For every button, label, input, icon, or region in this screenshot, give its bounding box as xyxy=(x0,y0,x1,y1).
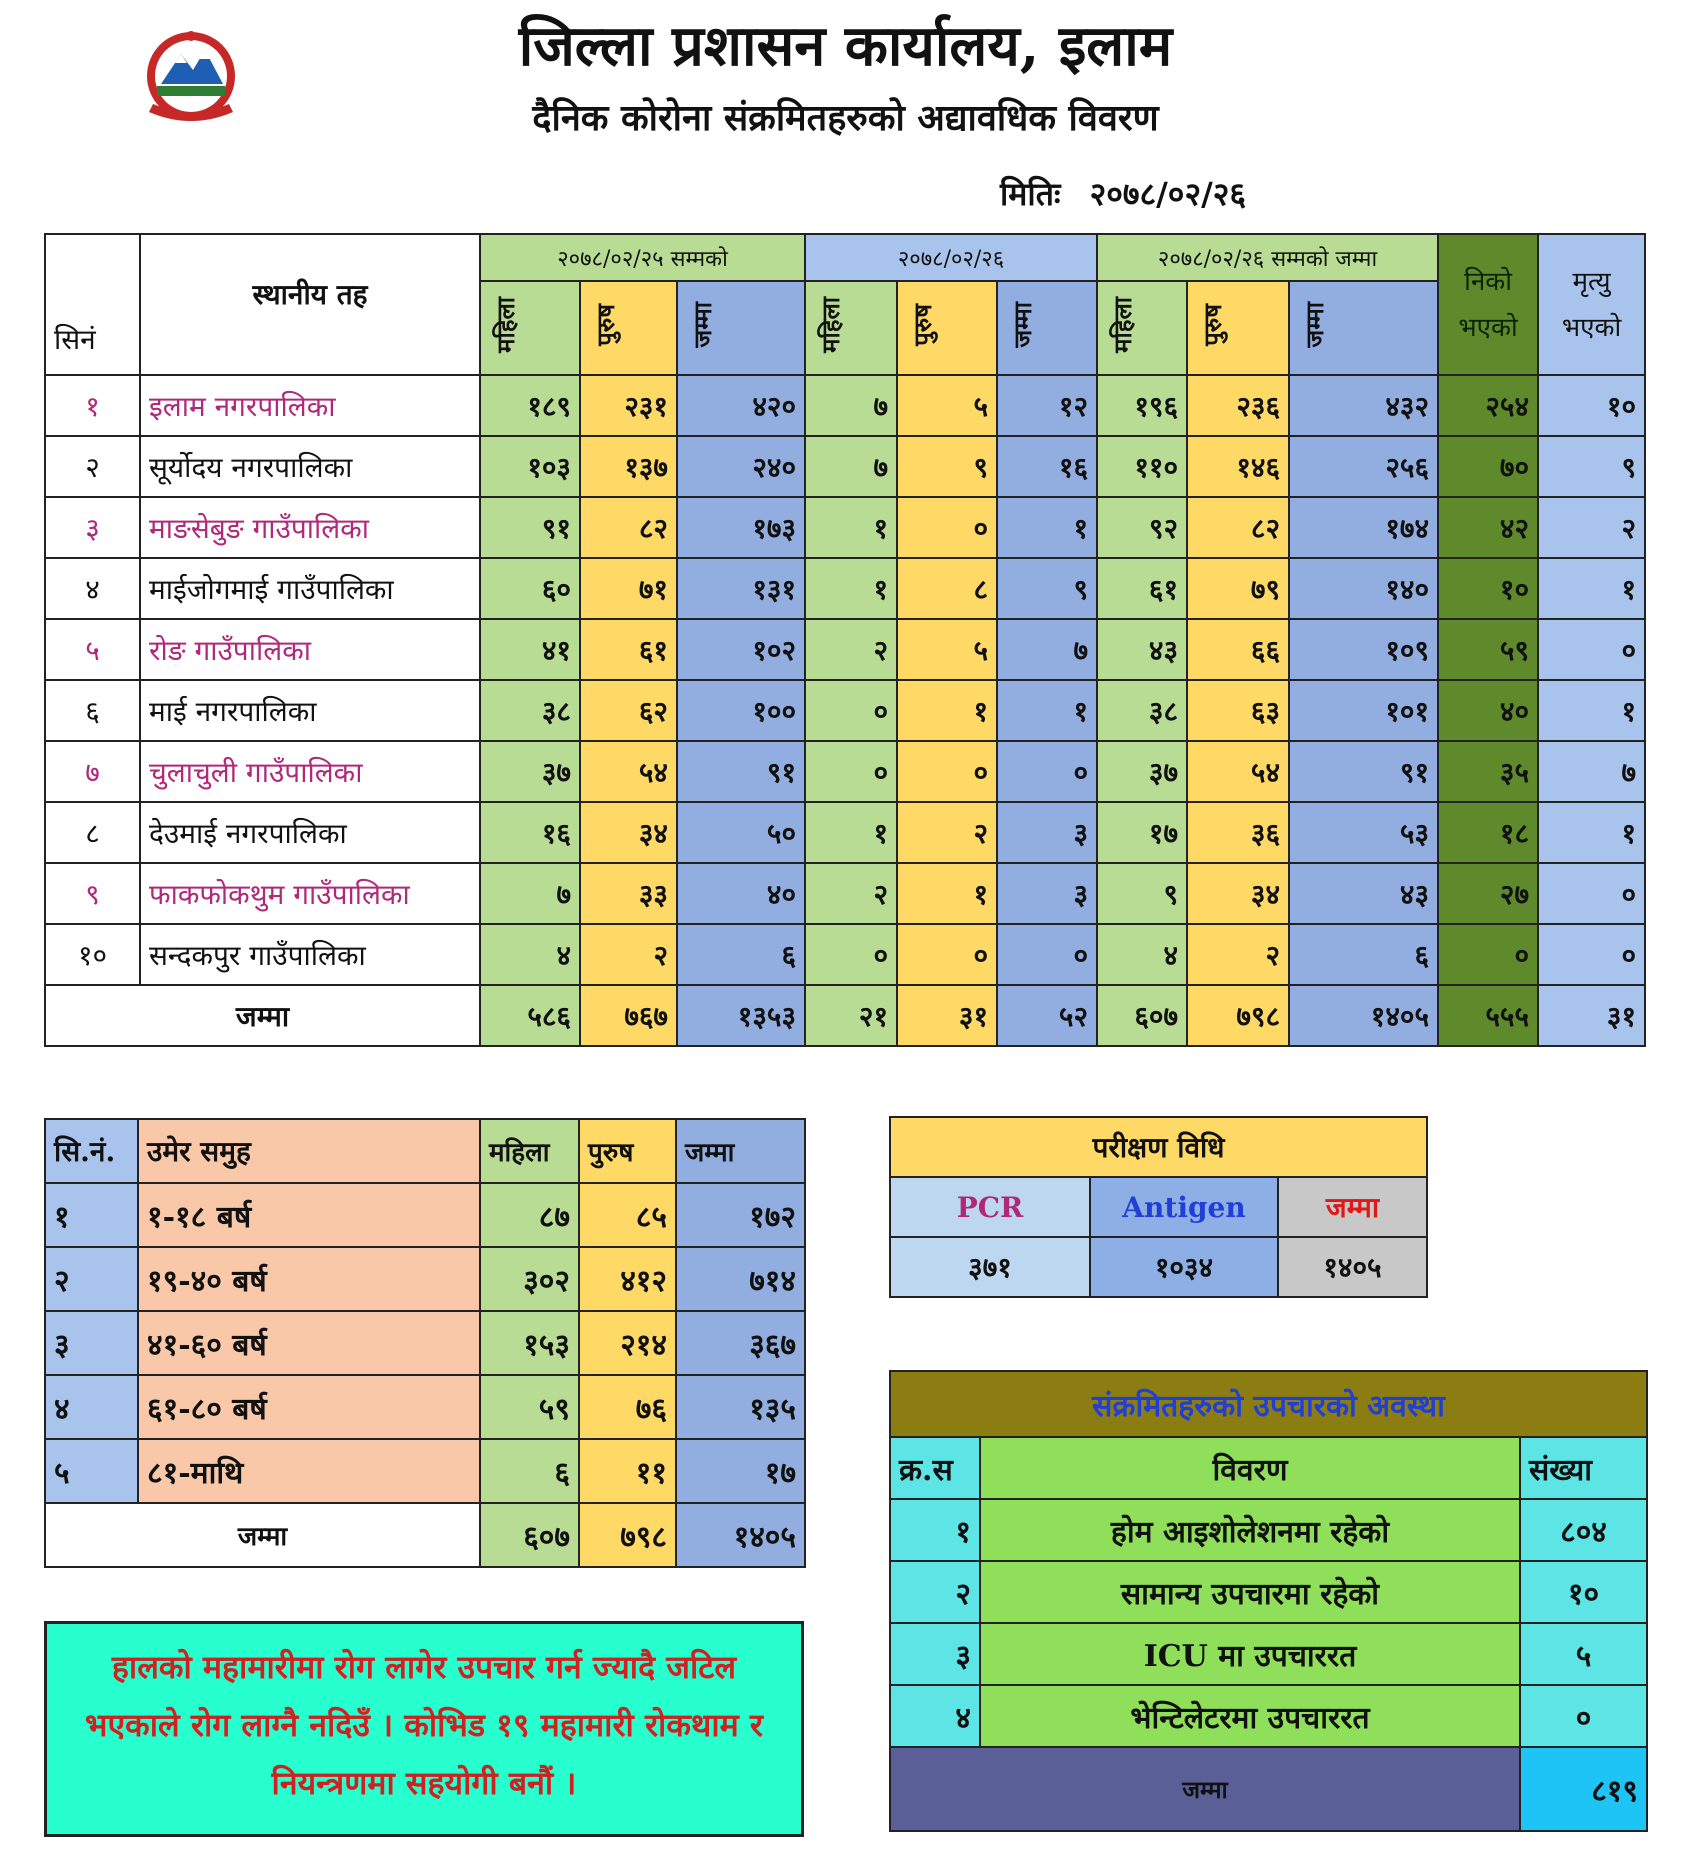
row-sn: ९ xyxy=(45,863,140,924)
row-value: ९ xyxy=(1097,863,1187,924)
age-total-value: ६०७ xyxy=(480,1503,579,1567)
table-row xyxy=(45,558,1645,619)
row-sn: ३ xyxy=(45,497,140,558)
age-total-label: जम्मा xyxy=(45,1503,480,1567)
row-value: ३८ xyxy=(1097,680,1187,741)
row-value: ५४ xyxy=(580,741,677,802)
antigen-header: Antigen xyxy=(1090,1177,1278,1237)
age-row-value: ७१४ xyxy=(676,1247,805,1311)
page-subtitle: दैनिक कोरोना संक्रमितहरुको अद्यावधिक विवरण xyxy=(532,97,1159,139)
total-label: जम्मा xyxy=(45,985,480,1046)
sub-header-2-1: पुरुष xyxy=(1187,281,1289,375)
table-row xyxy=(45,863,1645,924)
table-row xyxy=(45,924,1645,985)
row-value: १० xyxy=(1438,558,1538,619)
age-row-sn: ४ xyxy=(45,1375,138,1439)
age-row-value: ५९ xyxy=(480,1375,579,1439)
row-value: ० xyxy=(805,924,897,985)
age-total-value: १४०५ xyxy=(676,1503,805,1567)
row-value: ६६ xyxy=(1187,619,1289,680)
row-value: ४ xyxy=(480,924,580,985)
row-value: ८२ xyxy=(580,497,677,558)
total-value: ७९८ xyxy=(1187,985,1289,1046)
row-value: ९१ xyxy=(480,497,580,558)
row-value: ० xyxy=(1438,924,1538,985)
age-total-row xyxy=(45,1503,805,1567)
sub-header-2-2: जम्मा xyxy=(1289,281,1438,375)
row-value: ७९ xyxy=(1187,558,1289,619)
age-sn-header: सि.नं. xyxy=(45,1119,138,1183)
date-label: मितिः xyxy=(1000,175,1061,213)
row-value: २ xyxy=(897,802,997,863)
row-value: ४३ xyxy=(1289,863,1438,924)
age-row-group: ४१-६० बर्ष xyxy=(138,1311,480,1375)
age-row xyxy=(45,1439,805,1503)
age-total-value: ७९८ xyxy=(579,1503,676,1567)
row-value: ९ xyxy=(1538,436,1645,497)
message-line-2: भएकाले रोग लाग्नै नदिउँ । कोभिड १९ महामारी रोकथाम र xyxy=(84,1706,764,1744)
test-method-title: परीक्षण विधि xyxy=(890,1117,1427,1177)
row-value: १० xyxy=(1538,375,1645,436)
row-value: ३७ xyxy=(1097,741,1187,802)
age-row-value: ८७ xyxy=(480,1183,579,1247)
row-value: १४६ xyxy=(1187,436,1289,497)
sn-header: सिनं xyxy=(45,234,140,375)
treatment-row-desc: ICU मा उपचाररत xyxy=(980,1623,1520,1685)
total-value: १४०५ xyxy=(1289,985,1438,1046)
row-sn: ८ xyxy=(45,802,140,863)
age-row xyxy=(45,1311,805,1375)
table-row xyxy=(45,375,1645,436)
group-header-today: २०७८/०२/२६ xyxy=(805,234,1097,281)
row-value: ३७ xyxy=(480,741,580,802)
table-row xyxy=(45,680,1645,741)
row-value: ८२ xyxy=(1187,497,1289,558)
row-value: ० xyxy=(1538,619,1645,680)
age-row-sn: १ xyxy=(45,1183,138,1247)
age-row-sn: ३ xyxy=(45,1311,138,1375)
row-value: ४२० xyxy=(677,375,805,436)
row-sn: १ xyxy=(45,375,140,436)
age-row-value: १३५ xyxy=(676,1375,805,1439)
row-value: २३६ xyxy=(1187,375,1289,436)
row-value: १८ xyxy=(1438,802,1538,863)
row-value: २३१ xyxy=(580,375,677,436)
row-value: ० xyxy=(997,924,1097,985)
row-value: ६१ xyxy=(580,619,677,680)
age-row-value: ३०२ xyxy=(480,1247,579,1311)
treatment-row-sn: ३ xyxy=(890,1623,980,1685)
row-value: ६२ xyxy=(580,680,677,741)
table-row xyxy=(45,436,1645,497)
row-value: ० xyxy=(997,741,1097,802)
row-value: ५ xyxy=(897,375,997,436)
row-value: ३५ xyxy=(1438,741,1538,802)
row-value: ० xyxy=(897,497,997,558)
row-value: ४३२ xyxy=(1289,375,1438,436)
row-value: १३७ xyxy=(580,436,677,497)
row-value: ० xyxy=(805,741,897,802)
age-total-header: जम्मा xyxy=(676,1119,805,1183)
row-value: ५३ xyxy=(1289,802,1438,863)
row-value: ७१ xyxy=(580,558,677,619)
row-value: १७४ xyxy=(1289,497,1438,558)
row-municipality: माई नगरपालिका xyxy=(140,680,480,741)
row-municipality: माङसेबुङ गाउँपालिका xyxy=(140,497,480,558)
row-value: १ xyxy=(1538,680,1645,741)
treatment-row-desc: भेन्टिलेटरमा उपचाररत xyxy=(980,1685,1520,1747)
treatment-row-desc: सामान्य उपचारमा रहेको xyxy=(980,1561,1520,1623)
treatment-row xyxy=(890,1623,1647,1685)
row-sn: ४ xyxy=(45,558,140,619)
total-value: ५२ xyxy=(997,985,1097,1046)
age-male-header: पुरुष xyxy=(579,1119,676,1183)
treat-count-header: संख्या xyxy=(1520,1437,1647,1499)
row-value: १ xyxy=(897,680,997,741)
row-value: ७० xyxy=(1438,436,1538,497)
row-municipality: इलाम नगरपालिका xyxy=(140,375,480,436)
total-value: २१ xyxy=(805,985,897,1046)
row-value: १ xyxy=(805,802,897,863)
treatment-row xyxy=(890,1499,1647,1561)
row-sn: ६ xyxy=(45,680,140,741)
row-value: ० xyxy=(897,924,997,985)
antigen-value: १०३४ xyxy=(1090,1237,1278,1297)
treat-sn-header: क्र.स xyxy=(890,1437,980,1499)
row-value: १७३ xyxy=(677,497,805,558)
message-line-3: नियन्त्रणमा सहयोगी बनौं । xyxy=(271,1764,577,1802)
row-value: ० xyxy=(1538,863,1645,924)
row-value: १७ xyxy=(1097,802,1187,863)
row-value: ७ xyxy=(997,619,1097,680)
row-value: १६ xyxy=(997,436,1097,497)
treat-desc-header: विवरण xyxy=(980,1437,1520,1499)
row-value: १६ xyxy=(480,802,580,863)
row-value: ३४ xyxy=(580,802,677,863)
treatment-row-sn: ४ xyxy=(890,1685,980,1747)
row-sn: १० xyxy=(45,924,140,985)
row-value: १३१ xyxy=(677,558,805,619)
row-value: २४० xyxy=(677,436,805,497)
report-date xyxy=(1000,172,1246,215)
total-value: ३१ xyxy=(897,985,997,1046)
date-value: २०७८/०२/२६ xyxy=(1089,175,1247,213)
row-value: ८ xyxy=(897,558,997,619)
table-row xyxy=(45,497,1645,558)
row-value: ४० xyxy=(677,863,805,924)
row-municipality: चुलाचुली गाउँपालिका xyxy=(140,741,480,802)
age-row-value: १७ xyxy=(676,1439,805,1503)
row-value: ६ xyxy=(677,924,805,985)
test-total-value: १४०५ xyxy=(1278,1237,1427,1297)
row-municipality: माईजोगमाई गाउँपालिका xyxy=(140,558,480,619)
row-value: ६० xyxy=(480,558,580,619)
row-sn: ५ xyxy=(45,619,140,680)
total-value: ६०७ xyxy=(1097,985,1187,1046)
row-value: २ xyxy=(1187,924,1289,985)
row-value: ७ xyxy=(480,863,580,924)
row-value: १०० xyxy=(677,680,805,741)
age-row-value: ६ xyxy=(480,1439,579,1503)
row-value: १०३ xyxy=(480,436,580,497)
row-value: १०२ xyxy=(677,619,805,680)
row-sn: ७ xyxy=(45,741,140,802)
row-value: ७ xyxy=(805,436,897,497)
sub-header-1-0: महिला xyxy=(805,281,897,375)
table-row xyxy=(45,619,1645,680)
sub-header-2-0: महिला xyxy=(1097,281,1187,375)
treatment-status-table xyxy=(889,1370,1648,1832)
row-value: ३३ xyxy=(580,863,677,924)
age-row xyxy=(45,1375,805,1439)
age-row-value: ७६ xyxy=(579,1375,676,1439)
age-row-value: १५३ xyxy=(480,1311,579,1375)
treat-total-value: ८१९ xyxy=(1520,1747,1647,1831)
age-row-value: ३६७ xyxy=(676,1311,805,1375)
row-value: १ xyxy=(1538,802,1645,863)
row-value: १ xyxy=(897,863,997,924)
total-value: ३१ xyxy=(1538,985,1645,1046)
age-row-group: १-१८ बर्ष xyxy=(138,1183,480,1247)
treatment-row xyxy=(890,1685,1647,1747)
row-value: ६ xyxy=(1289,924,1438,985)
age-row-group: १९-४० बर्ष xyxy=(138,1247,480,1311)
row-value: ४१ xyxy=(480,619,580,680)
municipality-cases-table xyxy=(44,233,1646,1047)
row-value: ३ xyxy=(997,802,1097,863)
treatment-row-desc: होम आइशोलेशनमा रहेको xyxy=(980,1499,1520,1561)
table-row xyxy=(45,741,1645,802)
row-value: २५६ xyxy=(1289,436,1438,497)
treat-total-label: जम्मा xyxy=(890,1747,1520,1831)
row-value: ९ xyxy=(997,558,1097,619)
row-value: ९१ xyxy=(1289,741,1438,802)
row-value: ३ xyxy=(997,863,1097,924)
row-municipality: रोङ गाउँपालिका xyxy=(140,619,480,680)
row-value: १२ xyxy=(997,375,1097,436)
total-value: ७६७ xyxy=(580,985,677,1046)
treatment-row-count: ० xyxy=(1520,1685,1647,1747)
row-value: २ xyxy=(1538,497,1645,558)
row-value: १९६ xyxy=(1097,375,1187,436)
age-row-sn: ५ xyxy=(45,1439,138,1503)
death-header: मृत्यु भएको xyxy=(1538,234,1645,375)
awareness-message xyxy=(44,1621,804,1837)
pcr-header: PCR xyxy=(890,1177,1090,1237)
age-row-group: ६१-८० बर्ष xyxy=(138,1375,480,1439)
sub-header-1-2: जम्मा xyxy=(997,281,1097,375)
pcr-value: ३७१ xyxy=(890,1237,1090,1297)
treatment-row-sn: २ xyxy=(890,1561,980,1623)
group-header-prev: २०७८/०२/२५ सम्मको xyxy=(480,234,805,281)
age-group-table xyxy=(44,1118,806,1568)
age-row-group: ८१-माथि xyxy=(138,1439,480,1503)
total-row xyxy=(45,985,1645,1046)
row-value: १४० xyxy=(1289,558,1438,619)
row-value: १ xyxy=(997,497,1097,558)
row-value: ५० xyxy=(677,802,805,863)
row-value: १८९ xyxy=(480,375,580,436)
row-value: ० xyxy=(1538,924,1645,985)
row-value: ३८ xyxy=(480,680,580,741)
row-value: ५४ xyxy=(1187,741,1289,802)
row-value: ४३ xyxy=(1097,619,1187,680)
row-value: ४२ xyxy=(1438,497,1538,558)
age-group-header: उमेर समुह xyxy=(138,1119,480,1183)
treatment-title: संक्रमितहरुको उपचारको अवस्था xyxy=(890,1371,1647,1437)
row-value: १०९ xyxy=(1289,619,1438,680)
age-row-value: १७२ xyxy=(676,1183,805,1247)
row-value: ० xyxy=(897,741,997,802)
row-value: ३४ xyxy=(1187,863,1289,924)
message-line-1: हालको महामारीमा रोग लागेर उपचार गर्न ज्यादै जटिल xyxy=(111,1648,737,1686)
sub-header-0-1: पुरुष xyxy=(580,281,677,375)
row-value: ६३ xyxy=(1187,680,1289,741)
recovered-header: निको भएको xyxy=(1438,234,1538,375)
row-municipality: देउमाई नगरपालिका xyxy=(140,802,480,863)
total-value: १३५३ xyxy=(677,985,805,1046)
total-value: ५५५ xyxy=(1438,985,1538,1046)
age-row-sn: २ xyxy=(45,1247,138,1311)
row-value: २ xyxy=(805,863,897,924)
sub-header-0-2: जम्मा xyxy=(677,281,805,375)
row-value: ३६ xyxy=(1187,802,1289,863)
treatment-row-count: १० xyxy=(1520,1561,1647,1623)
row-value: ५ xyxy=(897,619,997,680)
row-value: १ xyxy=(805,558,897,619)
age-row-value: ८५ xyxy=(579,1183,676,1247)
row-value: ४० xyxy=(1438,680,1538,741)
page-title: जिल्ला प्रशासन कार्यालय, इलाम xyxy=(518,13,1173,79)
treatment-row-count: ५ xyxy=(1520,1623,1647,1685)
table-row xyxy=(45,802,1645,863)
row-municipality: सूर्योदय नगरपालिका xyxy=(140,436,480,497)
row-value: ७ xyxy=(1538,741,1645,802)
row-value: ६१ xyxy=(1097,558,1187,619)
row-value: ४ xyxy=(1097,924,1187,985)
test-method-table xyxy=(889,1116,1428,1298)
row-value: २७ xyxy=(1438,863,1538,924)
row-value: २५४ xyxy=(1438,375,1538,436)
row-value: १ xyxy=(997,680,1097,741)
total-value: ५८६ xyxy=(480,985,580,1046)
group-header-cumulative: २०७८/०२/२६ सम्मको जम्मा xyxy=(1097,234,1438,281)
sub-header-1-1: पुरुष xyxy=(897,281,997,375)
row-value: २ xyxy=(580,924,677,985)
row-value: १ xyxy=(1538,558,1645,619)
row-value: १ xyxy=(805,497,897,558)
row-value: ११० xyxy=(1097,436,1187,497)
row-value: ५९ xyxy=(1438,619,1538,680)
age-row-value: २१४ xyxy=(579,1311,676,1375)
age-row-value: ११ xyxy=(579,1439,676,1503)
age-row-value: ४१२ xyxy=(579,1247,676,1311)
age-female-header: महिला xyxy=(480,1119,579,1183)
treatment-row xyxy=(890,1561,1647,1623)
row-value: ९१ xyxy=(677,741,805,802)
row-value: २ xyxy=(805,619,897,680)
test-total-header: जम्मा xyxy=(1278,1177,1427,1237)
row-municipality: फाकफोकथुम गाउँपालिका xyxy=(140,863,480,924)
row-value: ९ xyxy=(897,436,997,497)
row-value: १०१ xyxy=(1289,680,1438,741)
row-value: ७ xyxy=(805,375,897,436)
row-municipality: सन्दकपुर गाउँपालिका xyxy=(140,924,480,985)
row-sn: २ xyxy=(45,436,140,497)
sub-header-0-0: महिला xyxy=(480,281,580,375)
age-row xyxy=(45,1183,805,1247)
row-value: ० xyxy=(805,680,897,741)
treatment-row-count: ८०४ xyxy=(1520,1499,1647,1561)
local-level-header: स्थानीय तह xyxy=(140,234,480,375)
row-value: ९२ xyxy=(1097,497,1187,558)
treatment-row-sn: १ xyxy=(890,1499,980,1561)
age-row xyxy=(45,1247,805,1311)
